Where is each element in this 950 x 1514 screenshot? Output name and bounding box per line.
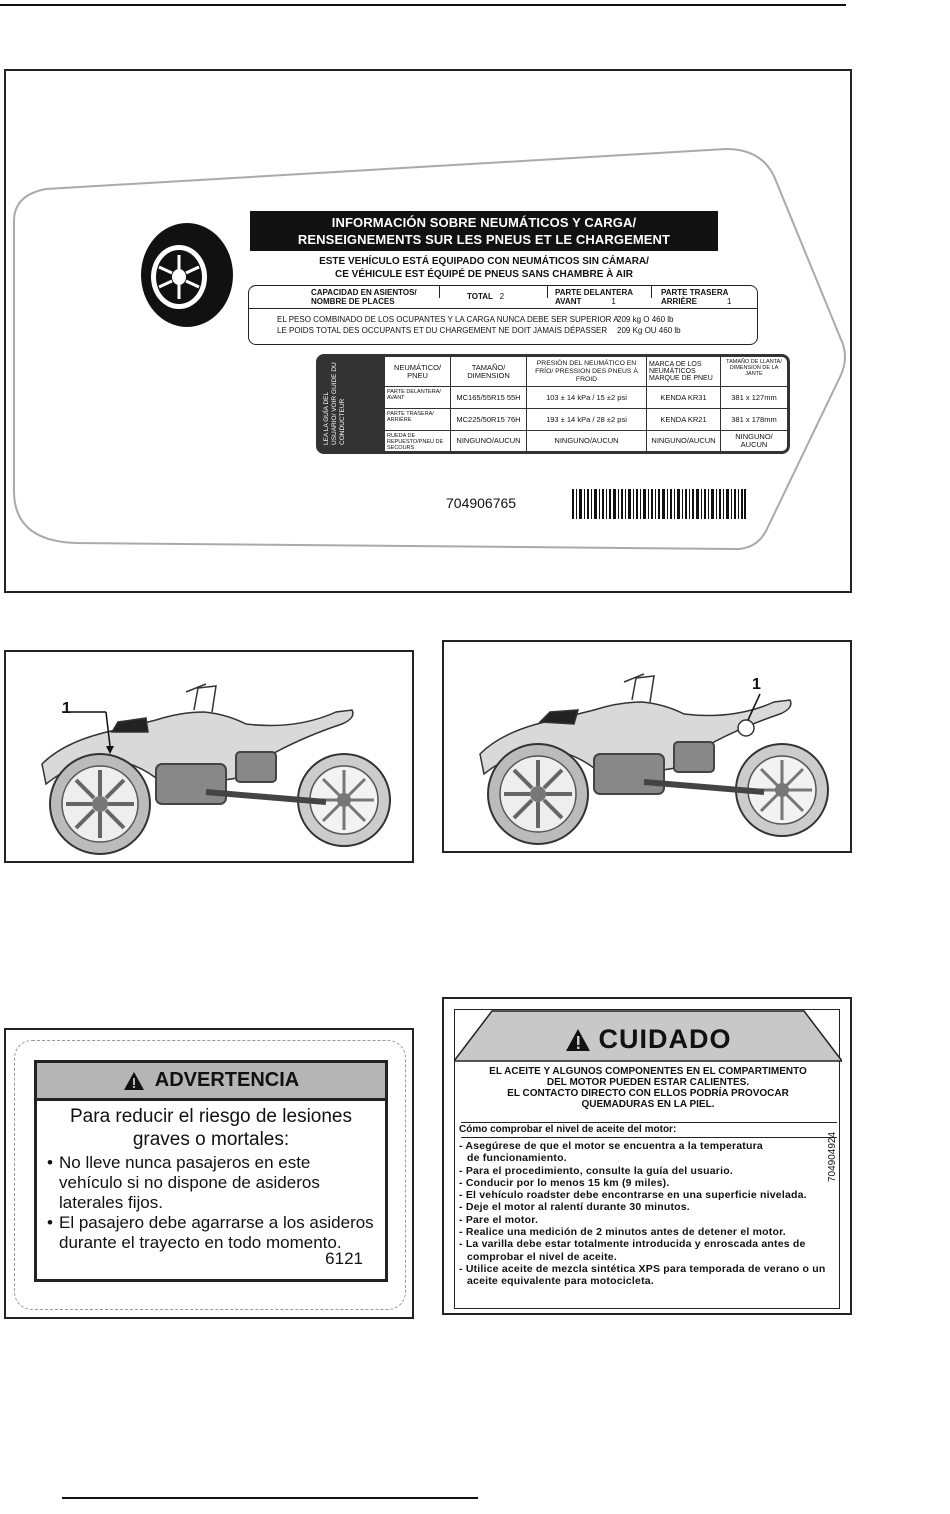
callout-number: 1 — [752, 676, 761, 693]
list-item: - Para el procedimiento, consulte la guía del usuario. — [459, 1164, 733, 1177]
oil-check-steps — [459, 1140, 835, 1288]
table-cell: 193 ± 14 kPa / 28 ±2 psi — [527, 409, 647, 431]
cuidado-label — [454, 1009, 840, 1309]
part-number: 704906765 — [446, 495, 517, 511]
barcode — [572, 489, 746, 519]
label-code: 6121 — [325, 1249, 363, 1268]
callout-number: 1 — [62, 700, 71, 717]
tire-label-subheader: ESTE VEHÍCULO ESTÁ EQUIPADO CON NEUMÁTICOS SIN CÁMARA/ CE VÉHICULE EST ÉQUIPÉ DE PNEUS SANS CHAMBRE À AIR — [319, 256, 649, 280]
table-cell: 381 x 127mm — [721, 387, 787, 409]
table-cell: KENDA KR31 — [647, 387, 721, 409]
motorcycle-figure-front — [4, 650, 414, 863]
list-item: • El pasajero debe agarrarse a los asideros durante el trayecto en todo momento. — [47, 1213, 375, 1253]
oil-check-title: Cómo comprobar el nivel de aceite del motor: — [459, 1124, 677, 1135]
table-cell: 381 x 178mm — [721, 409, 787, 431]
cuidado-title: CUIDADO — [598, 1024, 732, 1054]
tire-icon — [139, 221, 235, 329]
list-item: - La varilla debe estar totalmente introducida y enroscada antes de comprobar el nivel de aceite. — [459, 1238, 806, 1263]
table-cell: NINGUNO/AUCUN — [451, 431, 527, 451]
table-header: TAMAÑO DE LLANTA/ DIMENSION DE LA JANTE — [721, 357, 787, 387]
table-cell: KENDA KR21 — [647, 409, 721, 431]
cuidado-label-figure — [442, 997, 852, 1315]
list-item: - Asegúrese de que el motor se encuentra a la temperatura de funcionamiento. — [459, 1140, 763, 1165]
advertencia-lead: Para reducir el riesgo de lesiones graves o mortales: — [70, 1106, 352, 1150]
front-wheel — [50, 754, 150, 854]
table-header: PRESIÓN DEL NEUMÁTICO EN FRÍO/ PRESSION DES PNEUS À FROID — [527, 357, 647, 387]
table-cell: MC225/50R15 76H — [451, 409, 527, 431]
motorcycle-figure-rear — [442, 640, 852, 853]
warning-triangle-icon — [123, 1071, 145, 1091]
list-item: - Conducir por lo menos 15 km (9 miles). — [459, 1176, 670, 1189]
table-header: MARCA DE LOS NEUMÁTICOS MARQUE DE PNEU — [647, 357, 721, 387]
table-cell: PARTE DELANTERA/ AVANT — [385, 387, 451, 409]
total-label: TOTAL 2 — [467, 292, 505, 301]
side-part-number: 704904924 — [827, 1131, 838, 1182]
table-cell: RUEDA DE REPUESTO/PNEU DE SECOURS — [385, 431, 451, 451]
top-rule — [0, 4, 846, 6]
table-cell: 103 ± 14 kPa / 15 ±2 psi — [527, 387, 647, 409]
table-cell: MC165/55R15 55H — [451, 387, 527, 409]
warning-triangle-icon — [565, 1028, 591, 1052]
list-item: - Utilice aceite de mezcla sintética XPS para temporada de verano o un aceite equivalente para motocicleta. — [459, 1262, 826, 1288]
list-item: - El vehículo roadster debe encontrarse en una superficie nivelada. — [459, 1189, 807, 1202]
weight-limit-value: 209 kg O 460 lb 209 Kg OU 460 lb — [617, 315, 681, 335]
list-item: • No lleve nunca pasajeros en este vehículo si no dispone de asideros laterales fijos. — [47, 1153, 375, 1213]
advertencia-header — [37, 1063, 385, 1101]
advertencia-label — [34, 1060, 388, 1282]
cuidado-header — [455, 1024, 841, 1055]
cuidado-warning-text: EL ACEITE Y ALGUNOS COMPONENTES EN EL COMPARTIMENTO DEL MOTOR PUEDEN ESTAR CALIENTES. EL CONTACTO DIRECTO CON ELLOS PODRÍA PROVOCAR QUEMADURAS EN LA PIEL. — [489, 1066, 807, 1110]
list-item: - Deje el motor al ralentí durante 30 minutos. — [459, 1201, 690, 1214]
table-cell: NINGUNO/AUCUN — [527, 431, 647, 451]
tire-label-header: INFORMACIÓN SOBRE NEUMÁTICOS Y CARGA/ RENSEIGNEMENTS SUR LES PNEUS ET LE CHARGEMENT — [250, 211, 718, 251]
list-item: - Pare el motor. — [459, 1213, 539, 1226]
tire-spec-table — [316, 354, 790, 454]
capacity-label: CAPACIDAD EN ASIENTOS/ NOMBRE DE PLACES — [311, 288, 417, 306]
advertencia-title: ADVERTENCIA — [154, 1069, 300, 1091]
table-cell: PARTE TRASERA/ ARRIÈRE — [385, 409, 451, 431]
front-label: PARTE DELANTERA AVANT 1 — [555, 288, 634, 306]
user-guide-side-text: LEA LA GUÍA DEL USUARIO/ VOIR GUIDE DU CONDUCTEUR — [319, 357, 385, 451]
list-item: - Realice una medición de 2 minutos antes de detener el motor. — [459, 1226, 786, 1239]
seating-capacity-box — [248, 285, 758, 345]
motorcycle-illustration — [6, 652, 414, 863]
weight-limit-text: EL PESO COMBINADO DE LOS OCUPANTES Y LA CARGA NUNCA DEBE SER SUPERIOR A LE POIDS TOTAL DES OCCUPANTS ET DU CHARGEMENT NE DOIT JAMAIS DÉPASSER — [277, 315, 619, 335]
motorcycle-illustration — [444, 642, 852, 853]
rear-label: PARTE TRASERA ARRIÈRE 1 — [661, 288, 732, 306]
table-header: TAMAÑO/ DIMENSION — [451, 357, 527, 387]
bottom-rule — [62, 1497, 478, 1499]
table-cell: NINGUNO/ AUCUN — [735, 432, 773, 449]
table-header: NEUMÁTICO/ PNEU — [385, 357, 451, 387]
tire-label-figure — [4, 69, 852, 593]
front-wheel — [488, 744, 588, 844]
table-cell: NINGUNO/AUCUN — [647, 431, 721, 451]
advertencia-label-figure — [4, 1028, 414, 1319]
